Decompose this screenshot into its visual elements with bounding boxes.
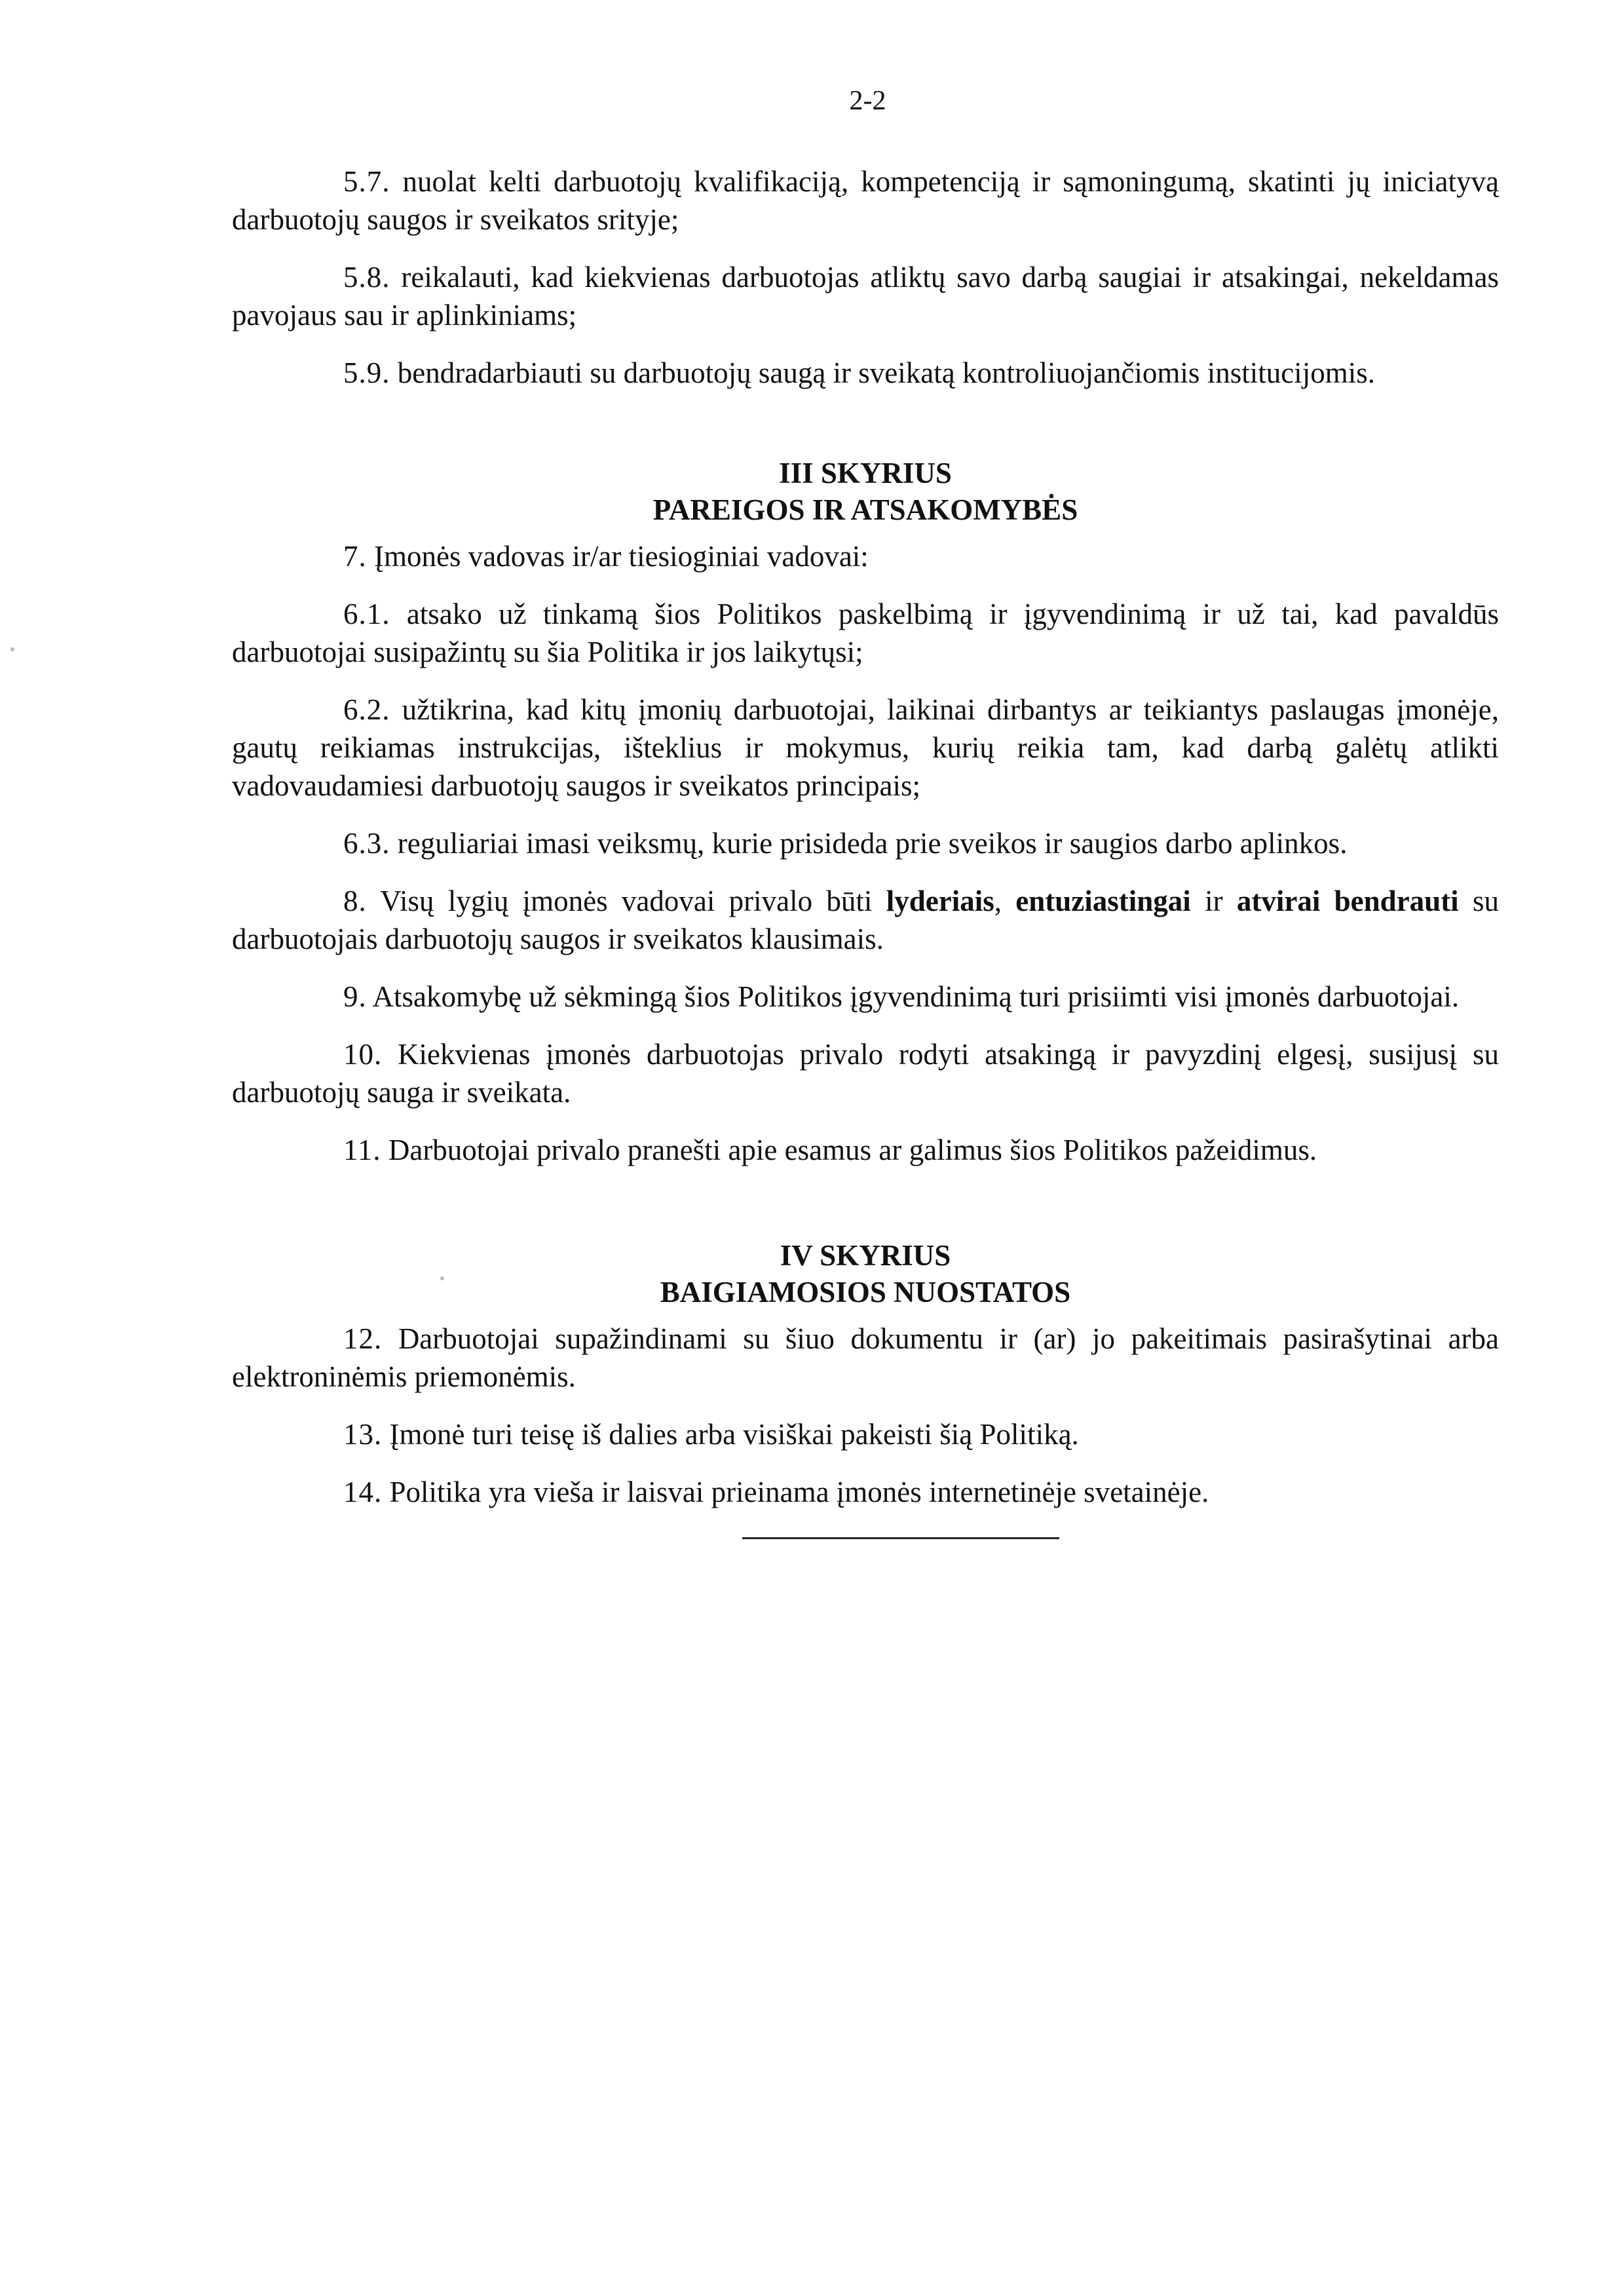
emphasis-enthusiastic: entuziastingai xyxy=(1015,885,1191,917)
clause-number: 7. xyxy=(343,540,367,573)
clause-text: reikalauti, kad kiekvienas darbuotojas atliktų savo darbą saugiai ir atsakingai, nekeldamas pavojaus sau ir aplinkiniams; xyxy=(232,261,1499,332)
clause-text: užtikrina, kad kitų įmonių darbuotojai, laikinai dirbantys ar teikiantys paslaugas įmonėje, gautų reikiamas instrukcijas, išteklius ir mokymus, kurių reikia tam, kad darbą galėtų atlikti vadovaudamiesi darbuotojų saugos ir sveikatos principais; xyxy=(232,693,1500,802)
emphasis-leaders: lyderiais xyxy=(886,885,994,917)
clause-text: Darbuotojai supažindinami su šiuo dokumentu ir (ar) jo pakeitimais pasirašytinai arba elektroninėmis priemonėmis. xyxy=(232,1322,1499,1393)
clause-number: 5.8. xyxy=(343,261,390,294)
clause-6-2 xyxy=(232,691,1499,805)
clause-10 xyxy=(232,1035,1499,1111)
chapter-title: PAREIGOS IR ATSAKOMYBĖS xyxy=(652,493,1078,526)
clause-13 xyxy=(232,1415,1499,1453)
clause-text: Atsakomybę už sėkmingą šios Politikos įgyvendinimą turi prisiimti visi įmonės darbuotojai. xyxy=(372,980,1460,1013)
clause-number: 14. xyxy=(343,1476,383,1508)
clause-number: 13. xyxy=(343,1418,383,1451)
scan-speck xyxy=(440,1276,444,1280)
chapter-label: IV SKYRIUS xyxy=(780,1239,951,1272)
clause-12 xyxy=(232,1320,1499,1396)
clause-6-1 xyxy=(232,595,1499,671)
section-heading-iii xyxy=(232,455,1499,528)
clause-7 xyxy=(232,537,1499,575)
clause-text: Įmonė turi teisę iš dalies arba visiškai pakeisti šią Politiką. xyxy=(389,1418,1079,1451)
clause-number: 5.9. xyxy=(343,356,390,389)
clause-number: 10. xyxy=(343,1038,383,1071)
clause-text: Kiekvienas įmonės darbuotojas privalo rodyti atsakingą ir pavyzdinį elgesį, susijusį su darbuotojų sauga ir sveikata. xyxy=(232,1038,1500,1109)
page-number: 2-2 xyxy=(849,86,886,116)
document-body xyxy=(232,163,1499,1539)
chapter-label: III SKYRIUS xyxy=(779,457,952,489)
clause-number: 8. xyxy=(343,885,367,917)
clause-text: Visų lygių įmonės vadovai privalo būti xyxy=(380,885,873,917)
scan-speck xyxy=(10,647,14,651)
clause-text: Įmonės vadovas ir/ar tiesioginiai vadovai: xyxy=(374,540,869,573)
clause-text: Darbuotojai privalo pranešti apie esamus ar galimus šios Politikos pažeidimus. xyxy=(388,1134,1317,1166)
clause-number: 6.2. xyxy=(343,693,390,726)
clause-text: Politika yra vieša ir laisvai prieinama įmonės internetinėje svetainėje. xyxy=(389,1476,1209,1508)
chapter-title: BAIGIAMOSIOS NUOSTATOS xyxy=(660,1276,1071,1309)
clause-text: bendradarbiauti su darbuotojų saugą ir sveikatą kontroliuojančiomis institucijomis. xyxy=(397,356,1375,389)
clause-14 xyxy=(232,1473,1499,1511)
clause-text: reguliariai imasi veiksmų, kurie prisideda prie sveikos ir saugios darbo aplinkos. xyxy=(397,827,1348,860)
clause-5-7 xyxy=(232,163,1499,239)
clause-separator: , xyxy=(994,885,1002,917)
clause-number: 6.3. xyxy=(343,827,390,860)
clause-number: 12. xyxy=(343,1322,383,1355)
clause-number: 6.1. xyxy=(343,598,390,630)
emphasis-communicate: atvirai bendrauti xyxy=(1236,885,1459,917)
clause-number: 11. xyxy=(343,1134,381,1166)
clause-8 xyxy=(232,882,1499,958)
clause-text: atsako už tinkamą šios Politikos paskelbimą ir įgyvendinimą ir už tai, kad pavaldūs darbuotojai susipažintų su šia Politika ir jos laikytųsi; xyxy=(232,598,1499,668)
section-heading-iv xyxy=(232,1237,1499,1311)
clause-text: ir xyxy=(1205,885,1223,917)
clause-number: 9. xyxy=(343,980,367,1013)
end-divider xyxy=(742,1537,1059,1539)
clause-number: 5.7. xyxy=(343,165,390,198)
clause-11 xyxy=(232,1131,1499,1169)
clause-5-8 xyxy=(232,258,1499,334)
clause-text: su darbuotojais darbuotojų saugos ir sveikatos klausimais. xyxy=(232,885,1500,955)
clause-text: nuolat kelti darbuotojų kvalifikaciją, kompetenciją ir sąmoningumą, skatinti jų iniciatyvą darbuotojų saugos ir sveikatos srityje; xyxy=(232,165,1499,236)
clause-9 xyxy=(232,978,1499,1016)
clause-5-9 xyxy=(232,354,1499,392)
clause-6-3 xyxy=(232,824,1499,862)
